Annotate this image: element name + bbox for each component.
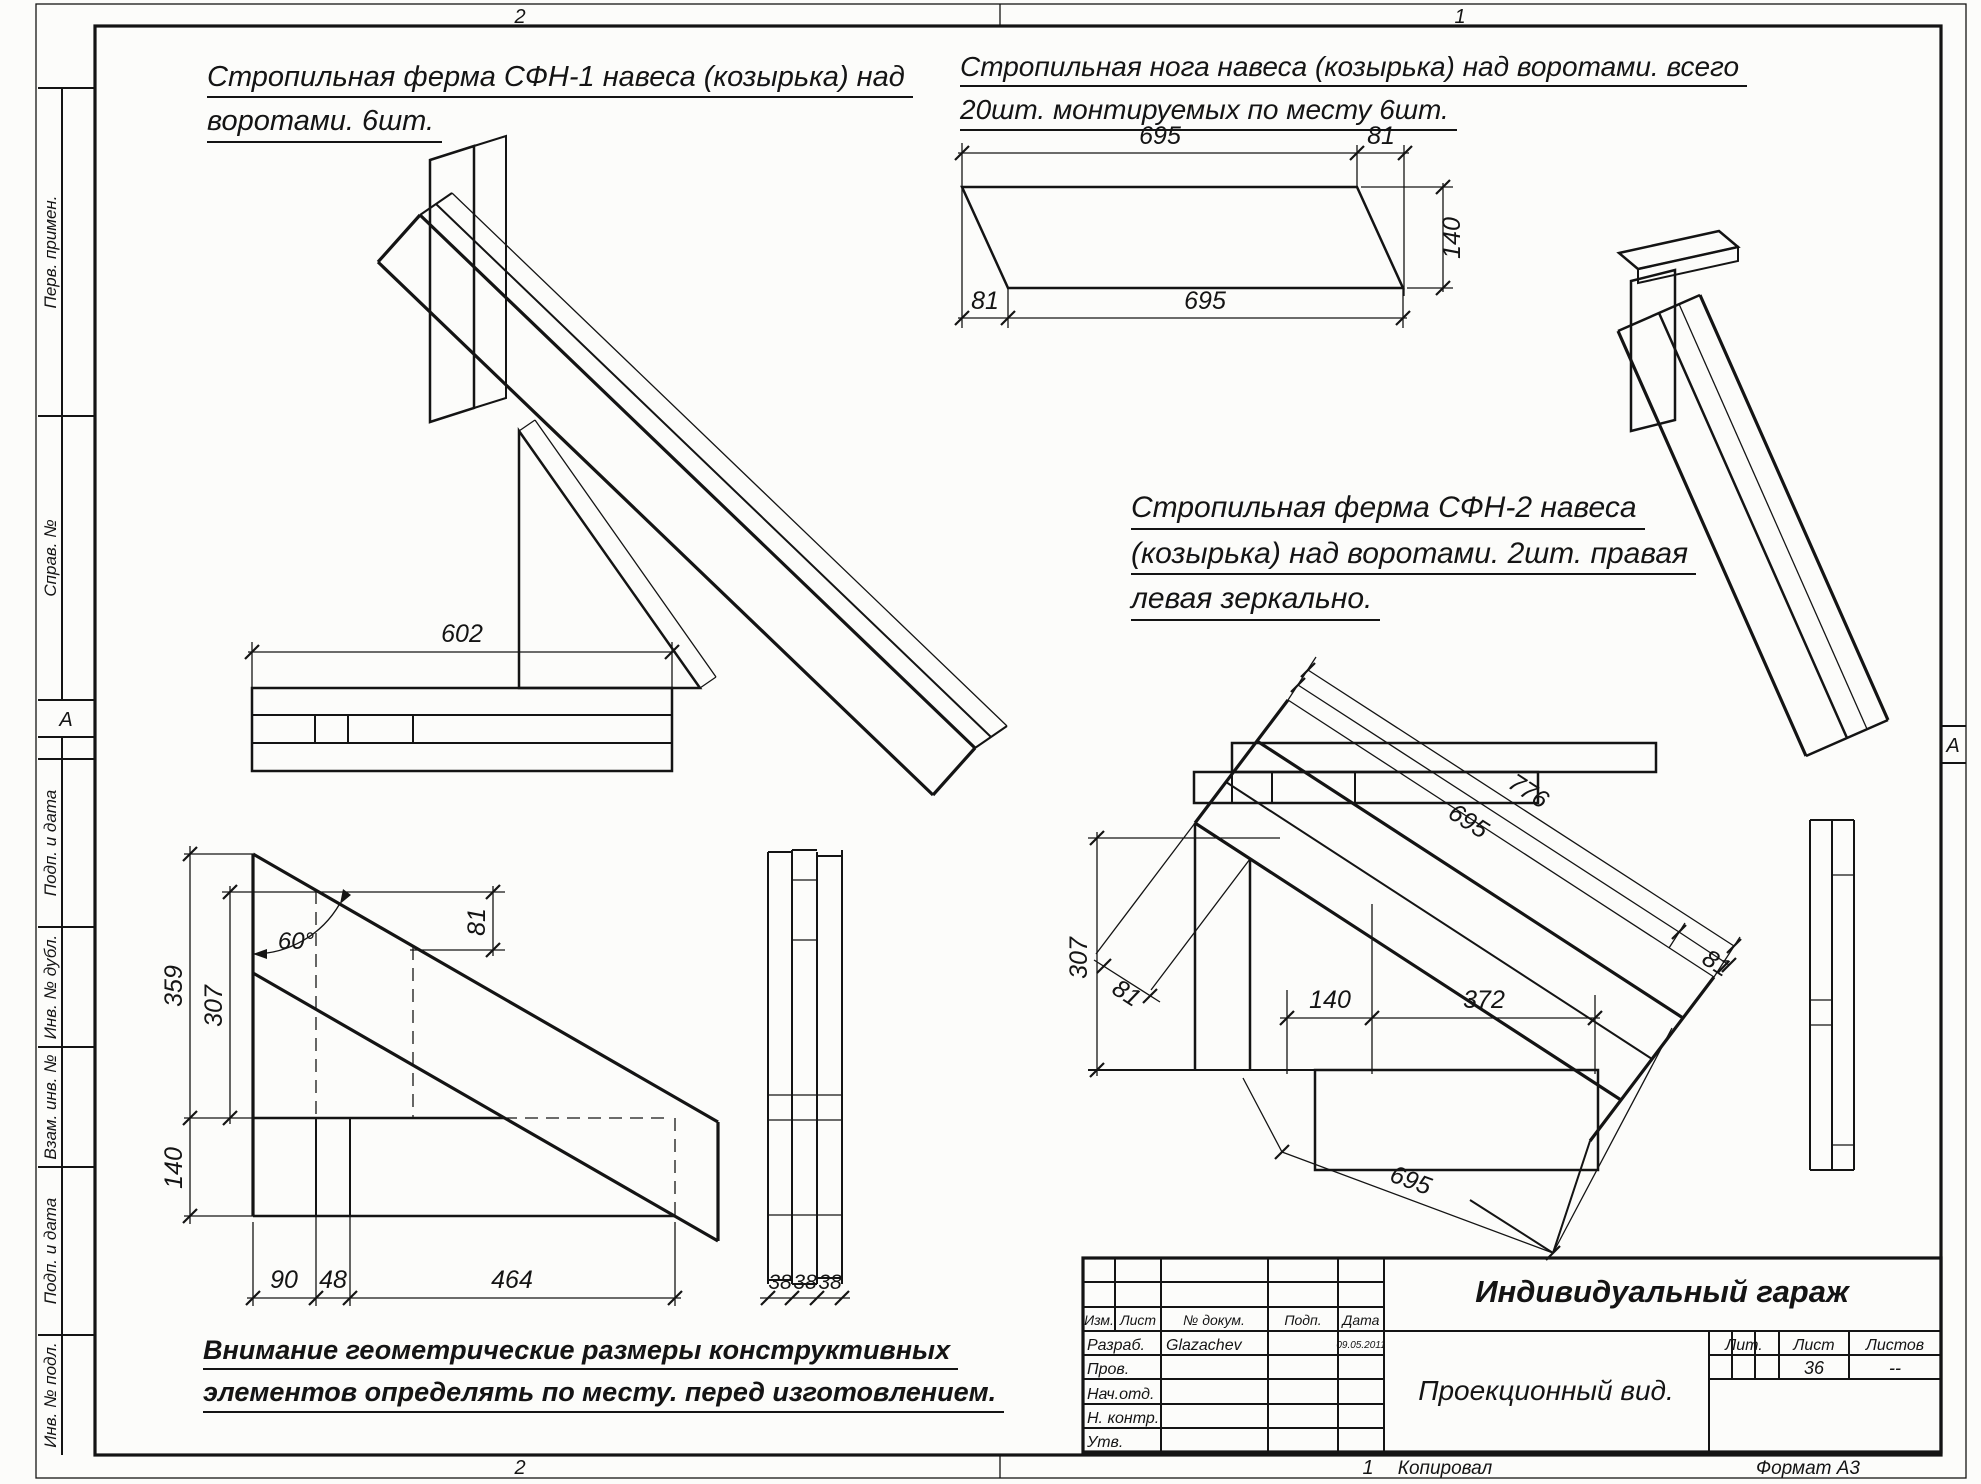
note-text2: элементов определять по месту. перед изготовлением. [203,1378,1004,1412]
dim-359: 359 [160,965,188,1007]
dim-81-right-rot: 81 [1697,943,1736,983]
dim-81-top: 81 [1367,122,1395,150]
rot-dim-lines [1094,670,1734,1253]
plan-dim-line [248,642,676,693]
board-joints [768,880,842,1215]
sidebar-label-podp-data-1: Подп. и дата [41,789,60,897]
zone-top-right: 1 [1454,6,1466,28]
sfn1-title-text2: воротами. 6шт. [207,106,442,142]
plan-bar-lower [1194,772,1538,803]
dim-81-bottom: 81 [971,287,999,315]
dim-695-bottom: 695 [1184,287,1226,315]
sfn1-title-line1 [207,62,913,98]
sidebar-label-sprav: Справ. № [41,519,60,597]
sidebar-label-podp-data-2: Подп. и дата [41,1197,60,1305]
col-list: Лист [1119,1312,1157,1328]
col-izm: Изм. [1084,1312,1114,1328]
sfn1-title-text1: Стропильная ферма СФН-1 навеса (козырька) над [207,62,913,98]
board-edges [378,215,975,795]
dim-81-left-rot: 81 [1107,973,1146,1013]
zone-bottom-left: 2 [514,1457,526,1479]
sfn2-plan-view [1194,743,1656,803]
row-utv: Утв. [1087,1434,1124,1451]
project-title: Индивидуальный гараж [1475,1274,1849,1309]
listov-label: Листов [1865,1337,1925,1354]
sfn1-plan-view [245,620,679,771]
dim-695-bottom-rot: 695 [1386,1160,1436,1201]
sfn1-elevation-view [160,846,718,1306]
zone-top-left: 2 [514,6,526,28]
sidebar-label-perv-primen: Перв. примен. [41,195,60,309]
developer-date: 09.05.2011 [1336,1340,1386,1351]
sfn2-title-line2 [1131,538,1696,576]
view-title: Проекционный вид. [1418,1375,1674,1406]
lit-label: Лит. [1725,1337,1763,1354]
note-text1: Внимание геометрические размеры конструктивных [203,1336,958,1370]
arc-arrow-2 [253,949,267,959]
sfn2-title-text2: (козырька) над воротами. 2шт. правая [1131,538,1696,576]
board-edge-far [452,193,1007,748]
note-line2 [203,1378,1004,1412]
dim-695-top: 695 [1139,122,1181,150]
dim-464: 464 [491,1266,533,1294]
right-end-view [1810,820,1854,1170]
row-nkontr: Н. контр. [1087,1410,1160,1427]
sidebar-label-vzam-inv: Взам. инв. № [41,1054,60,1160]
inner-frame [95,26,1941,1455]
sidebar-label-inv-podl: Инв. № подл. [41,1342,60,1448]
arc-arrow-1 [340,889,351,904]
elev-dim-lines [190,846,681,1298]
dim-602: 602 [441,620,483,648]
sfn1-title-line2 [207,106,913,142]
dim-307-rot: 307 [1065,937,1093,979]
dim-48: 48 [319,1266,347,1294]
rafter-leg-title [960,52,1747,139]
zone-letter-left: А [59,709,73,731]
diagonal-board-inner [1679,304,1867,729]
sfn2-title [1131,492,1696,629]
row-razrab: Разраб. [1087,1337,1145,1354]
sfn2-rotated-view [1065,657,1741,1260]
sfn1-end-view [760,850,850,1305]
leg-title-text1: Стропильная нога навеса (козырька) над воротами. всего [960,52,1747,87]
leg-title-line2 [960,95,1747,130]
sfn1-isometric-view [378,136,1007,795]
sidebar-label-inv-dubl: Инв. № дубл. [41,934,60,1040]
dim-angle-60: 60° [277,928,315,955]
front-board-edges [1195,700,1714,1141]
listov-value: -- [1889,1358,1901,1378]
dim-372-rot: 372 [1463,986,1505,1014]
sfn2-title-line1 [1131,492,1696,530]
sfn2-title-line3 [1131,583,1696,621]
copied-label: Копировал [1397,1458,1493,1479]
back-board-edge [1288,700,1714,977]
gusset-back-edges [519,420,716,688]
col-ndoc: № докум. [1183,1312,1245,1328]
sidebar-labels [41,196,60,1448]
hidden-edges [316,891,675,1216]
dim-38-c: 38 [818,1271,842,1294]
board-verticals [768,850,842,1284]
dim-140: 140 [160,1147,188,1189]
sfn1-title [207,62,913,151]
rot-extension-lines [1088,657,1740,1253]
strip-verticals [1810,820,1854,1170]
zone-letter-right: А [1946,735,1960,757]
wall-plate [1315,1070,1598,1170]
rafter-leg-view [955,122,1466,328]
inner-posts [316,1118,350,1216]
col-data: Дата [1342,1312,1380,1328]
dim-776-rot: 776 [1503,768,1554,815]
dim-307: 307 [200,985,228,1027]
zone-bottom-right: 1 [1362,1457,1374,1479]
board-caps [768,850,842,1284]
title-block [1083,1258,1941,1452]
dim-38-b: 38 [793,1271,817,1294]
dim-38-a: 38 [768,1271,792,1294]
list-value: 36 [1803,1358,1825,1378]
leg-title-text2: 20шт. монтируемых по месту 6шт. [960,95,1457,130]
board-edges-back [420,193,1007,748]
vertical-plank-front [430,146,474,422]
note-line1 [203,1336,1004,1370]
dim-695-rot: 695 [1443,798,1494,845]
elev-extension-lines [184,854,675,1306]
gusset-triangle [519,431,700,688]
dim-81: 81 [463,908,491,936]
plan-strips [252,715,672,743]
leg-outline [962,187,1403,288]
col-podp: Подп. [1284,1312,1322,1328]
dim-140-right: 140 [1438,217,1466,259]
attention-note [203,1336,1004,1421]
developer-name: Glazachev [1166,1337,1242,1354]
leg-title-line1 [960,52,1747,87]
support-posts [1195,823,1250,1070]
row-nachotd: Нач.отд. [1087,1386,1155,1403]
format-label: Формат А3 [1756,1458,1860,1479]
dim-140-rot: 140 [1309,986,1351,1014]
top-bar-front [1638,247,1738,283]
sfn2-title-text1: Стропильная ферма СФН-2 навеса [1131,492,1645,530]
row-prov: Пров. [1087,1361,1130,1378]
dim-90: 90 [270,1266,298,1294]
sfn2-title-text3: левая зеркально. [1131,583,1380,621]
list-label: Лист [1793,1337,1835,1354]
